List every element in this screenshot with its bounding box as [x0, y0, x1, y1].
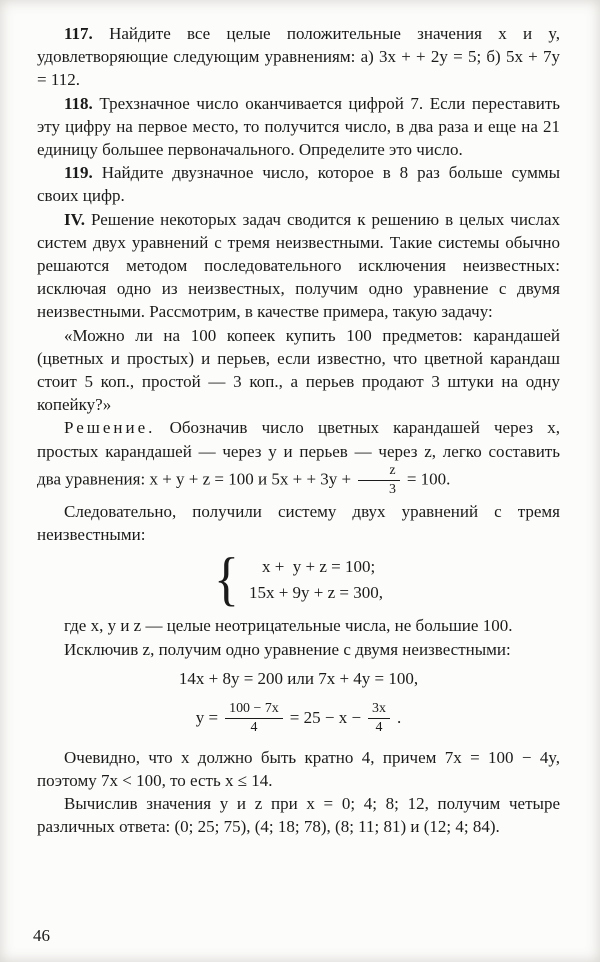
- equation-system: [37, 546, 560, 613]
- problem-117: [37, 22, 560, 92]
- problem-119-text: Найдите двузначное число, которое в 8 раз больше суммы своих цифр.: [37, 163, 561, 206]
- system-lines: [249, 554, 383, 606]
- system-equation-1: x + y + z = 100;: [261, 557, 376, 577]
- fraction-100-minus-7x-over-4: [225, 701, 283, 736]
- fraction-numerator: 3x: [368, 701, 390, 719]
- fraction-numerator: 100 − 7x: [225, 701, 283, 719]
- derived-end: .: [396, 708, 402, 728]
- fraction-3x-over-4: [368, 701, 390, 736]
- derived-lhs: y =: [195, 708, 219, 728]
- solution-text-before: Обозначив число цветных карандашей через x, простых карандашей — через y и перьев — через z, легко составить два уравнения: x + y + z = 100 и 5x + + 3y +: [37, 418, 561, 489]
- section-iv-text: Решение некоторых задач сводится к решению в целых числах систем двух уравнений с тремя неизвестными. Такие системы обычно решаются методом последовательного исключения неизвестных: исключая одно из неизвестных, получим одно уравнение с двумя неизвестными. Рассмотрим, в качестве примера, такую задачу:: [37, 209, 560, 322]
- problem-119-number: 119.: [64, 163, 93, 183]
- combined-equation: 14x + 8y = 200 или 7x + 4y = 100,: [178, 668, 419, 688]
- problem-118: [37, 92, 560, 162]
- task-quote: «Можно ли на 100 копеек купить 100 предметов: карандашей (цветных и простых) и перьев, если известно, что цветной карандаш стоит 5 коп., простой — 3 коп., а перьев продают 3 штуки на одну копейку?»: [37, 325, 560, 415]
- after-system-note: где x, y и z — целые неотрицательные числа, не большие 100.: [64, 616, 513, 636]
- page-number: 46: [33, 926, 50, 945]
- solution-text-after: = 100.: [406, 469, 451, 489]
- conclusion-answers: Вычислив значения y и z при x = 0; 4; 8; 12, получим четыре различных ответа: (0; 25; 75), (4; 18; 78), (8; 11; 81) и (12; 4; 84).: [37, 794, 560, 837]
- problem-117-text: Найдите все целые положительные значения x и y, удовлетворяющие следующим уравнениям: а) 3x + + 2y = 5; б) 5x + 7y = 112.: [37, 24, 561, 90]
- conclusion-divisibility: Очевидно, что x должно быть кратно 4, причем 7x = 100 − 4y, поэтому 7x < 100, то есть x ≤ 14.: [37, 747, 560, 790]
- derived-mid: = 25 − x −: [289, 708, 362, 728]
- system-brace: {: [213, 546, 239, 613]
- derived-equation: [37, 701, 560, 736]
- system-equation-2: 15x + 9y + z = 300,: [248, 583, 384, 603]
- inline-fraction-z-over-3: [358, 463, 399, 498]
- solution-label: Решение.: [64, 418, 156, 438]
- fraction-denominator: 4: [375, 719, 383, 735]
- problem-118-number: 118.: [64, 93, 93, 113]
- system-intro: Следовательно, получили систему двух уравнений с тремя неизвестными:: [37, 501, 560, 545]
- problem-119: [37, 161, 560, 207]
- fraction-denominator: 3: [388, 481, 396, 497]
- system-wrapper: [213, 546, 384, 613]
- fraction-denominator: 4: [250, 719, 258, 735]
- solution-paragraph: [37, 416, 560, 497]
- fraction-numerator: z: [358, 463, 399, 481]
- problem-117-number: 117.: [64, 24, 93, 43]
- section-iv-number: IV.: [64, 209, 85, 229]
- eliminate-intro: Исключив z, получим одно уравнение с двумя неизвестными:: [64, 639, 511, 659]
- section-iv-intro: [37, 208, 560, 324]
- problem-118-text: Трехзначное число оканчивается цифрой 7. Если переставить эту цифру на первое место, то получится число, в два раза и еще на 21 единицу большее первоначального. Определите это число.: [37, 93, 561, 160]
